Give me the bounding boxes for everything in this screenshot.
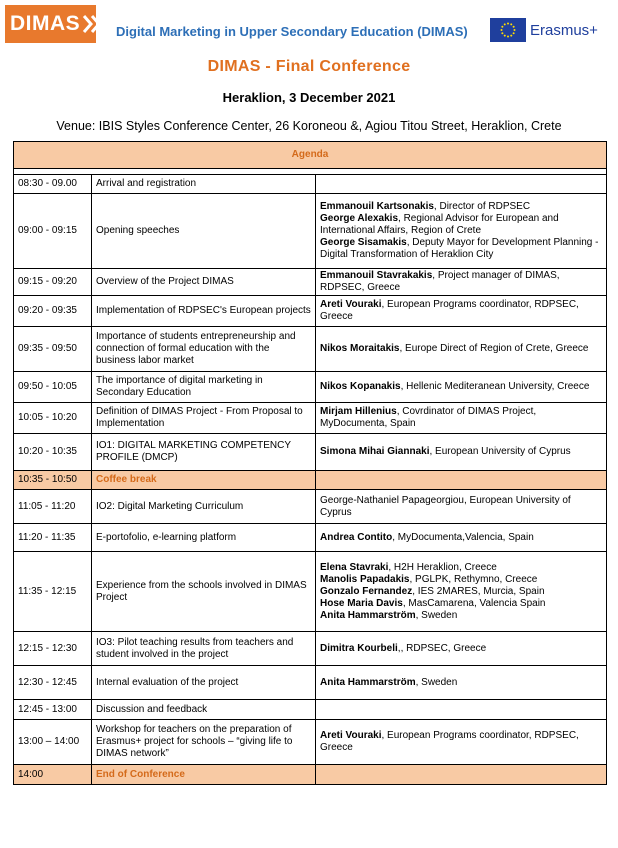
speaker-name: Simona Mihai Giannaki [320, 446, 430, 457]
speaker-role: , Covrdinator of DIMAS Project, MyDocumenta, Spain [320, 406, 537, 429]
dimas-logo-text: DIMAS [10, 12, 81, 35]
speaker-role: ,, RDPSEC, Greece [397, 642, 487, 654]
agenda-activity: Opening speeches [92, 194, 316, 269]
speaker-role: , Hellenic Mediteranean University, Creece [400, 381, 590, 392]
speaker-entry [320, 562, 602, 574]
agenda-time: 08:30 - 09.00 [14, 175, 92, 194]
speaker-role: , Europe Direct of Region of Crete, Greece [399, 343, 589, 354]
agenda-row [14, 490, 607, 524]
agenda-row [14, 175, 607, 194]
agenda-activity: Importance of students entrepreneurship and connection of formal education with the business labor market [92, 327, 316, 372]
speaker-name: Emmanouil Stavrakakis [320, 270, 433, 281]
agenda-row [14, 403, 607, 434]
agenda-time: 11:05 - 11:20 [14, 490, 92, 524]
agenda-activity: The importance of digital marketing in Secondary Education [92, 372, 316, 403]
speaker-entry [320, 586, 602, 598]
agenda-row [14, 720, 607, 765]
speaker-role: George-Nathaniel Papageorgiou, European University of Cyprus [320, 494, 571, 518]
agenda-row [14, 666, 607, 700]
speaker-name: Mirjam Hillenius [320, 406, 397, 417]
eu-flag-icon [490, 18, 526, 42]
speaker-name: Nikos Kopanakis [320, 381, 401, 392]
agenda-activity: Coffee break [92, 471, 316, 490]
erasmus-logo-text: Erasmus+ [530, 21, 598, 39]
agenda-speakers [316, 471, 607, 490]
agenda-activity: IO3: Pilot teaching results from teachers and student involved in the project [92, 632, 316, 666]
speaker-entry [320, 299, 602, 323]
speaker-role: , Director of RDPSEC [433, 201, 531, 212]
agenda-time: 14:00 [14, 765, 92, 785]
speaker-name: Anita Hammarström [320, 676, 416, 688]
speaker-entry [320, 677, 602, 689]
speaker-entry [320, 610, 602, 622]
agenda-activity: Experience from the schools involved in DIMAS Project [92, 552, 316, 632]
agenda-row [14, 700, 607, 720]
speaker-role: , European Programs coordinator, RDPSEC, Greece [320, 730, 579, 753]
speaker-name: Areti Vouraki [320, 730, 382, 741]
agenda-speakers [316, 194, 607, 269]
speaker-name: Anita Hammarström [320, 609, 416, 621]
agenda-activity: End of Conference [92, 765, 316, 785]
agenda-activity: Implementation of RDPSEC's European projects [92, 296, 316, 327]
project-title: Digital Marketing in Upper Secondary Education (DIMAS) [116, 24, 468, 39]
chevrons-icon [82, 13, 110, 35]
agenda-row [14, 194, 607, 269]
speaker-entry [320, 446, 602, 458]
speaker-name: Areti Vouraki [320, 299, 382, 310]
agenda-header-row [14, 142, 607, 169]
agenda-time: 09:50 - 10:05 [14, 372, 92, 403]
speaker-name: George Alexakis [320, 213, 399, 224]
speaker-name: Andrea Contito [320, 531, 393, 543]
agenda-time: 11:35 - 12:15 [14, 552, 92, 632]
agenda-speakers [316, 434, 607, 471]
speaker-role: , IES 2MARES, Murcia, Spain [412, 585, 545, 597]
speaker-entry [320, 643, 602, 655]
agenda-row [14, 372, 607, 403]
speaker-entry [320, 213, 602, 237]
agenda-activity: IO1: DIGITAL MARKETING COMPETENCY PROFILE (DMCP) [92, 434, 316, 471]
agenda-activity: IO2: Digital Marketing Curriculum [92, 490, 316, 524]
speaker-role: , MyDocumenta,Valencia, Spain [392, 531, 534, 543]
speaker-entry [320, 730, 602, 754]
agenda-time: 12:45 - 13:00 [14, 700, 92, 720]
agenda-speakers [316, 403, 607, 434]
speaker-role: , European Programs coordinator, RDPSEC, Greece [320, 299, 579, 322]
agenda-speakers [316, 720, 607, 765]
speaker-role: , Sweden [415, 609, 458, 621]
agenda-time: 10:05 - 10:20 [14, 403, 92, 434]
agenda-row [14, 632, 607, 666]
speaker-name: Gonzalo Fernandez [320, 585, 413, 597]
speaker-entry [320, 532, 602, 544]
agenda-activity: Workshop for teachers on the preparation of Erasmus+ project for schools – “giving life to DIMAS network” [92, 720, 316, 765]
agenda-time: 09:15 - 09:20 [14, 269, 92, 296]
speaker-entry [320, 270, 602, 294]
agenda-activity: Definition of DIMAS Project - From Proposal to Implementation [92, 403, 316, 434]
speaker-entry [320, 201, 602, 213]
erasmus-logo [490, 14, 612, 46]
agenda-row [14, 552, 607, 632]
speaker-name: George Sisamakis [320, 237, 407, 248]
agenda-speakers [316, 666, 607, 700]
agenda-speakers [316, 175, 607, 194]
agenda-speakers [316, 765, 607, 785]
speaker-entry [320, 237, 602, 261]
speaker-entry [320, 598, 602, 610]
agenda-time: 09:20 - 09:35 [14, 296, 92, 327]
conference-title: DIMAS - Final Conference [207, 58, 411, 75]
speaker-entry [320, 574, 602, 586]
speaker-role: , Deputy Mayor for Development Planning - Digital Transformation of Heraklion City [320, 237, 599, 260]
speaker-entry [320, 406, 602, 430]
agenda-time: 09:35 - 09:50 [14, 327, 92, 372]
speaker-role: , Project manager of DIMAS, RDPSEC, Greece [320, 270, 560, 293]
agenda-row [14, 524, 607, 552]
agenda-speakers [316, 269, 607, 296]
speaker-name: Elena Stavraki [320, 561, 389, 573]
speaker-role: , PGLPK, Rethymno, Creece [409, 573, 538, 585]
agenda-speakers [316, 296, 607, 327]
speaker-role: , Regional Advisor for European and International Affairs, Region of Crete [320, 213, 559, 236]
agenda-speakers [316, 552, 607, 632]
agenda-activity: Internal evaluation of the project [92, 666, 316, 700]
speaker-name: Dimitra Kourbeli [320, 642, 398, 654]
agenda-row [14, 269, 607, 296]
agenda-activity: E-portofolio, e-learning platform [92, 524, 316, 552]
agenda-heading: Agenda [14, 142, 607, 169]
agenda-activity: Discussion and feedback [92, 700, 316, 720]
speaker-role: , Sweden [415, 676, 458, 688]
agenda-time: 10:20 - 10:35 [14, 434, 92, 471]
speaker-name: Manolis Papadakis [320, 573, 410, 585]
agenda-row [14, 434, 607, 471]
agenda-time: 11:20 - 11:35 [14, 524, 92, 552]
agenda-speakers [316, 372, 607, 403]
agenda-speakers [316, 490, 607, 524]
dimas-logo [5, 5, 96, 43]
speaker-name: Nikos Moraitakis [320, 343, 400, 354]
speaker-name: Emmanouil Kartsonakis [320, 201, 434, 212]
agenda-speakers [316, 524, 607, 552]
conference-place-date: Heraklion, 3 December 2021 [222, 90, 396, 105]
speaker-role: , European University of Cyprus [429, 446, 571, 457]
agenda-time: 09:00 - 09:15 [14, 194, 92, 269]
agenda-row [14, 765, 607, 785]
agenda-speakers [316, 700, 607, 720]
speaker-entry [320, 343, 602, 355]
speaker-name: Hose Maria Davis [320, 597, 403, 609]
agenda-speakers [316, 632, 607, 666]
agenda-activity: Overview of the Project DIMAS [92, 269, 316, 296]
agenda-table [13, 141, 607, 785]
agenda-time: 10:35 - 10:50 [14, 471, 92, 490]
speaker-role: , MasCamarena, Valencia Spain [402, 597, 546, 609]
agenda-time: 12:15 - 12:30 [14, 632, 92, 666]
agenda-speakers [316, 327, 607, 372]
agenda-activity: Arrival and registration [92, 175, 316, 194]
agenda-row [14, 296, 607, 327]
speaker-entry [320, 381, 602, 393]
conference-venue: Venue: IBIS Styles Conference Center, 26 Koroneou &, Agiou Titou Street, Heraklion, Crete [56, 119, 562, 133]
agenda-time: 12:30 - 12:45 [14, 666, 92, 700]
agenda-row [14, 471, 607, 490]
speaker-role: , H2H Heraklion, Creece [388, 561, 497, 573]
agenda-time: 13:00 – 14:00 [14, 720, 92, 765]
speaker-entry [320, 495, 602, 519]
agenda-row [14, 327, 607, 372]
